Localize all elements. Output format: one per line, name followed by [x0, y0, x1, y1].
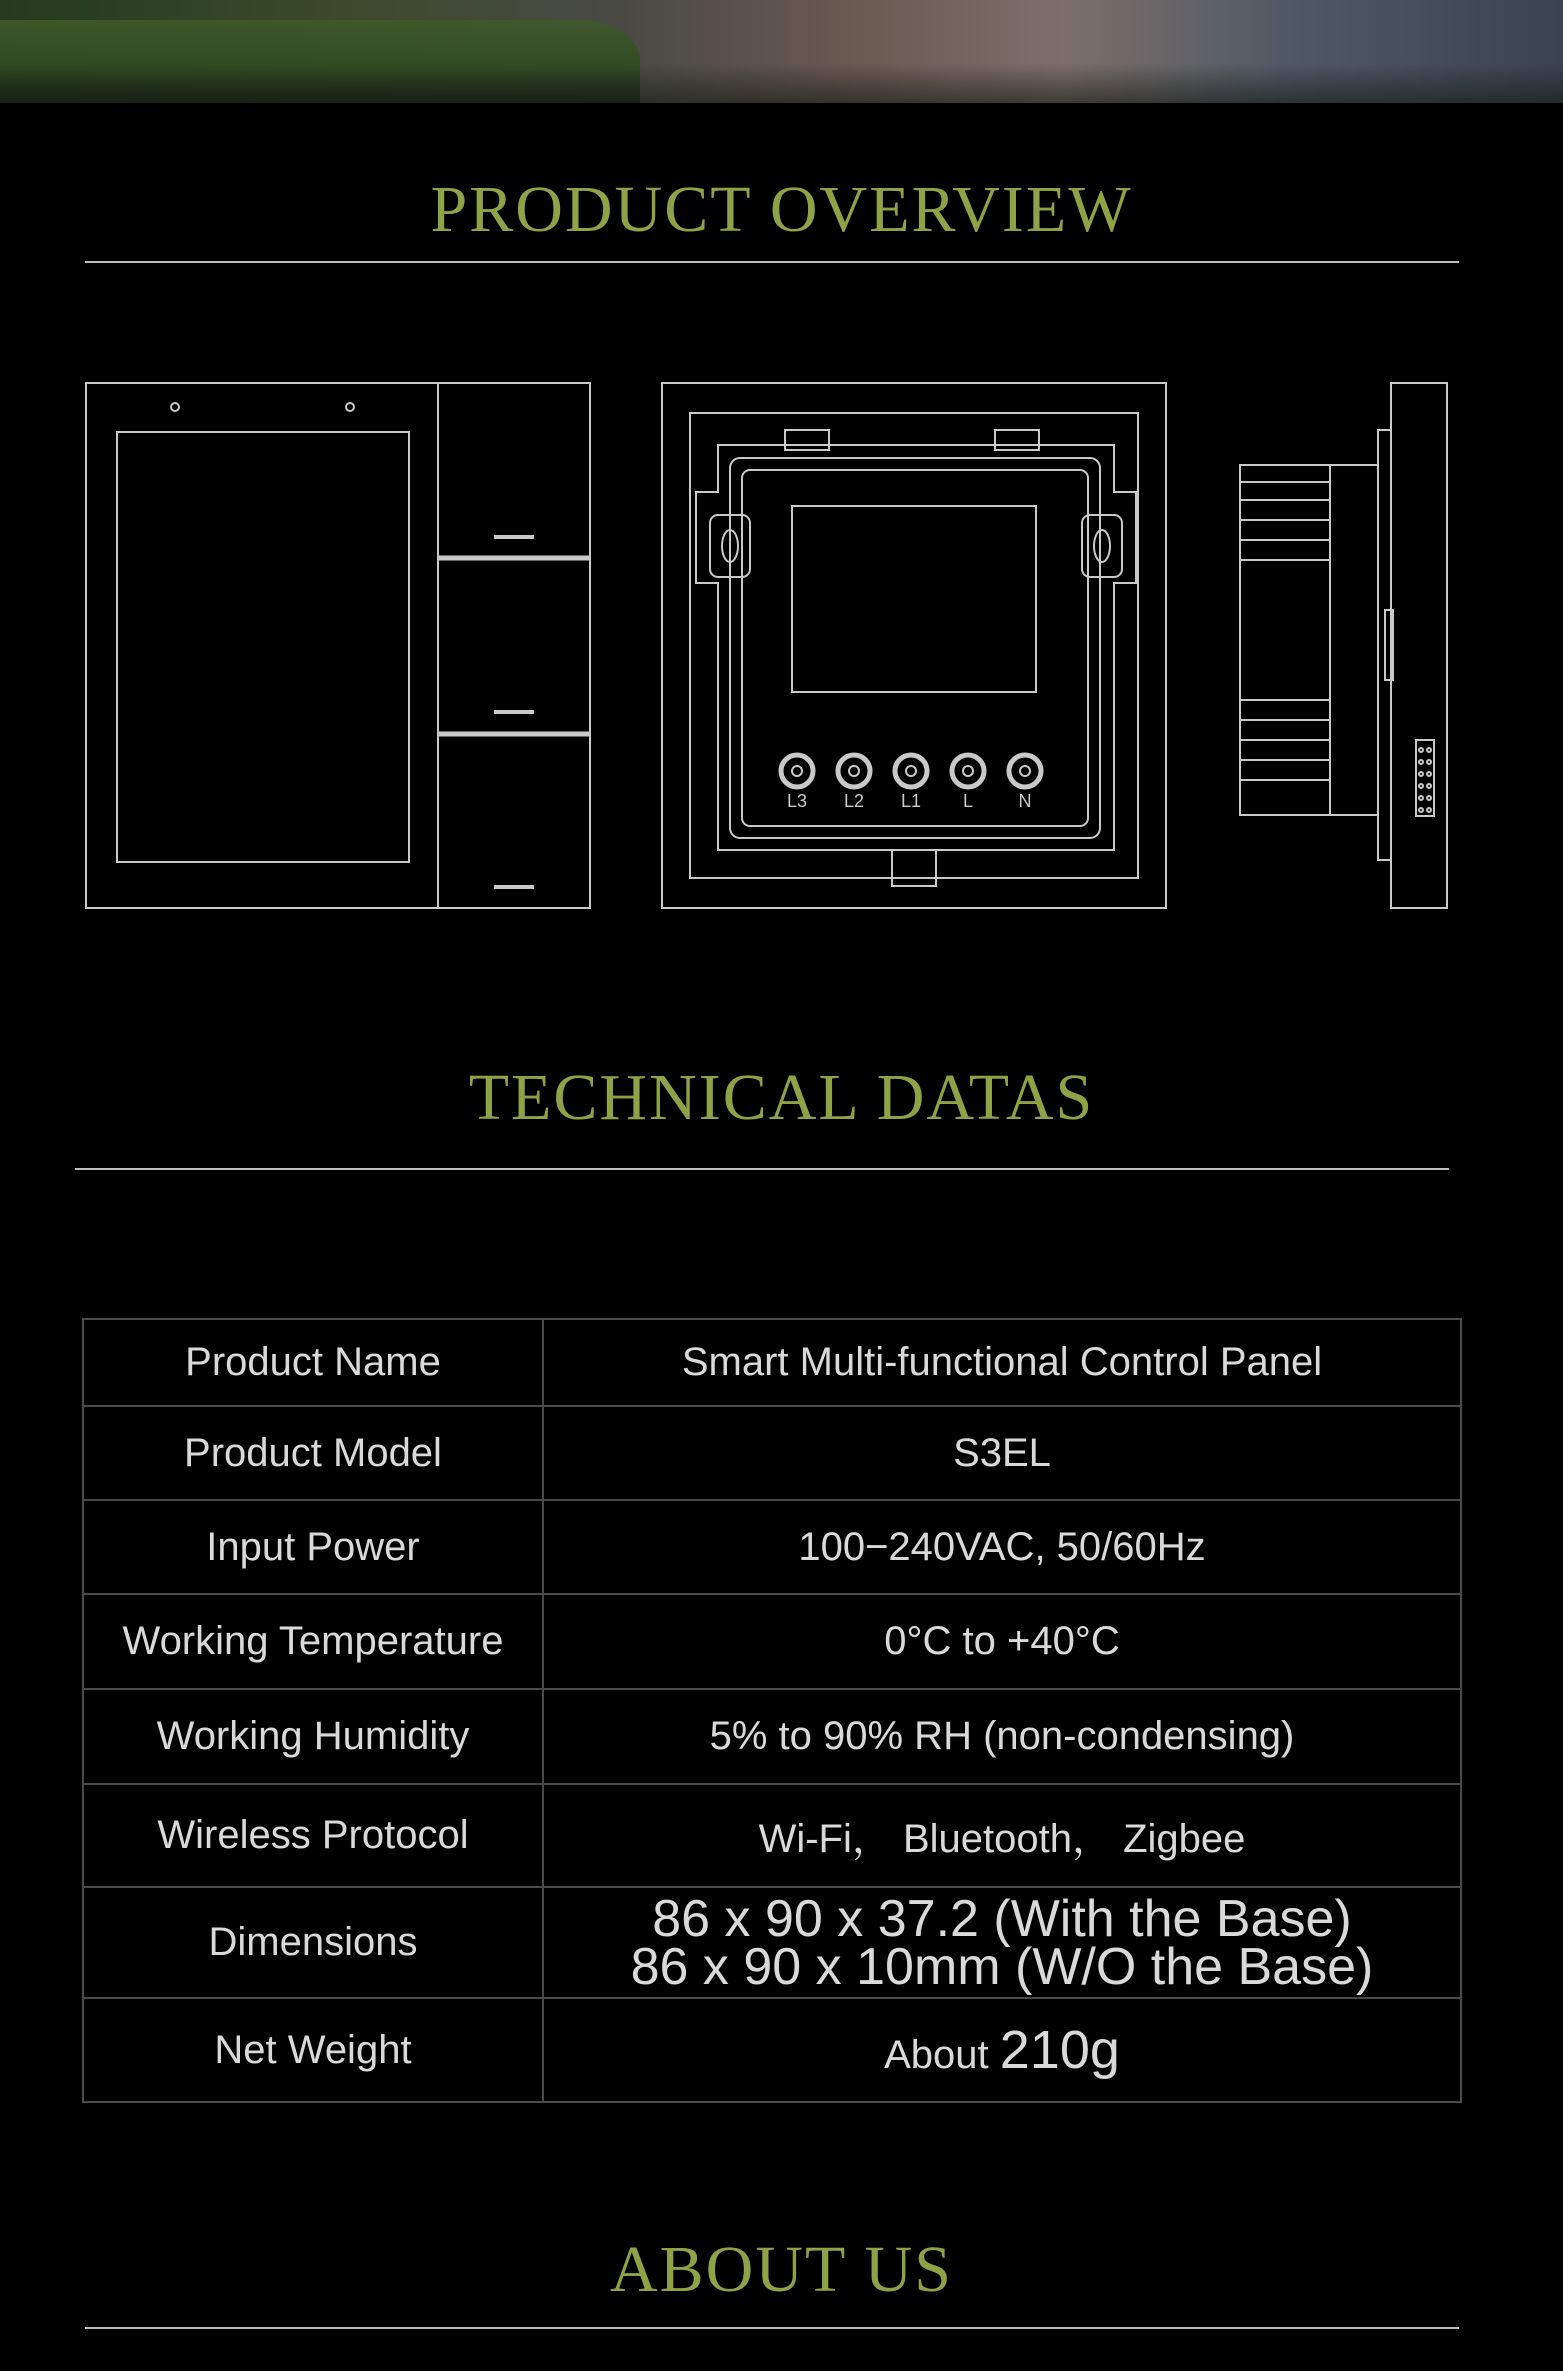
terminal-label: L3: [786, 791, 808, 811]
spec-value-dimensions: [543, 1887, 1461, 1998]
spec-value: Wi-Fi， Bluetooth， Zigbee: [543, 1784, 1461, 1887]
about-us-rule: [85, 2327, 1459, 2329]
spec-label: Working Humidity: [83, 1689, 543, 1784]
spec-value: S3EL: [543, 1406, 1461, 1500]
spec-value-weight: [543, 1998, 1461, 2102]
banner-grass: [0, 20, 640, 103]
table-row: [83, 1319, 1461, 1406]
technical-datas-rule: [75, 1168, 1449, 1170]
spec-value: Smart Multi-functional Control Panel: [543, 1319, 1461, 1406]
front-view-drawing: [84, 370, 592, 912]
header-banner-image: [0, 0, 1563, 103]
about-us-title: ABOUT US: [609, 2233, 953, 2306]
product-overview-rule: [85, 261, 1459, 263]
spec-value: 100−240VAC, 50/60Hz: [543, 1500, 1461, 1594]
table-row: [83, 1998, 1461, 2102]
table-row: [83, 1887, 1461, 1998]
side-view-drawing: [1228, 370, 1458, 912]
spec-label: Input Power: [83, 1500, 543, 1594]
weight-prefix: About: [884, 2033, 989, 2077]
back-view-drawing: [660, 370, 1170, 912]
product-overview-title: PRODUCT OVERVIEW: [430, 173, 1133, 246]
dimensions-without-base: 86 x 90 x 10mm (W/O the Base): [630, 1937, 1374, 1996]
terminal-label: L2: [843, 791, 865, 811]
spec-label: Product Name: [83, 1319, 543, 1406]
spec-label: Product Model: [83, 1406, 543, 1500]
terminal-label: L1: [900, 791, 922, 811]
table-row: [83, 1500, 1461, 1594]
spec-value: 5% to 90% RH (non-condensing): [543, 1689, 1461, 1784]
dimensions-with-base: 86 x 90 x 37.2 (With the Base): [652, 1889, 1352, 1948]
spec-label: Dimensions: [83, 1887, 543, 1998]
table-row: [83, 1689, 1461, 1784]
spec-label: Wireless Protocol: [83, 1784, 543, 1887]
spec-label: Working Temperature: [83, 1594, 543, 1689]
terminal-label: N: [1018, 791, 1032, 811]
spec-label: Net Weight: [83, 1998, 543, 2102]
weight-number: 210g: [999, 2020, 1120, 2080]
technical-datas-title: TECHNICAL DATAS: [468, 1061, 1095, 1134]
table-row: [83, 1406, 1461, 1500]
table-row: [83, 1784, 1461, 1887]
spec-table: [82, 1318, 1462, 2103]
spec-value: 0°C to +40°C: [543, 1594, 1461, 1689]
terminal-label: L: [962, 791, 974, 811]
product-drawings: [0, 370, 1563, 920]
table-row: [83, 1594, 1461, 1689]
